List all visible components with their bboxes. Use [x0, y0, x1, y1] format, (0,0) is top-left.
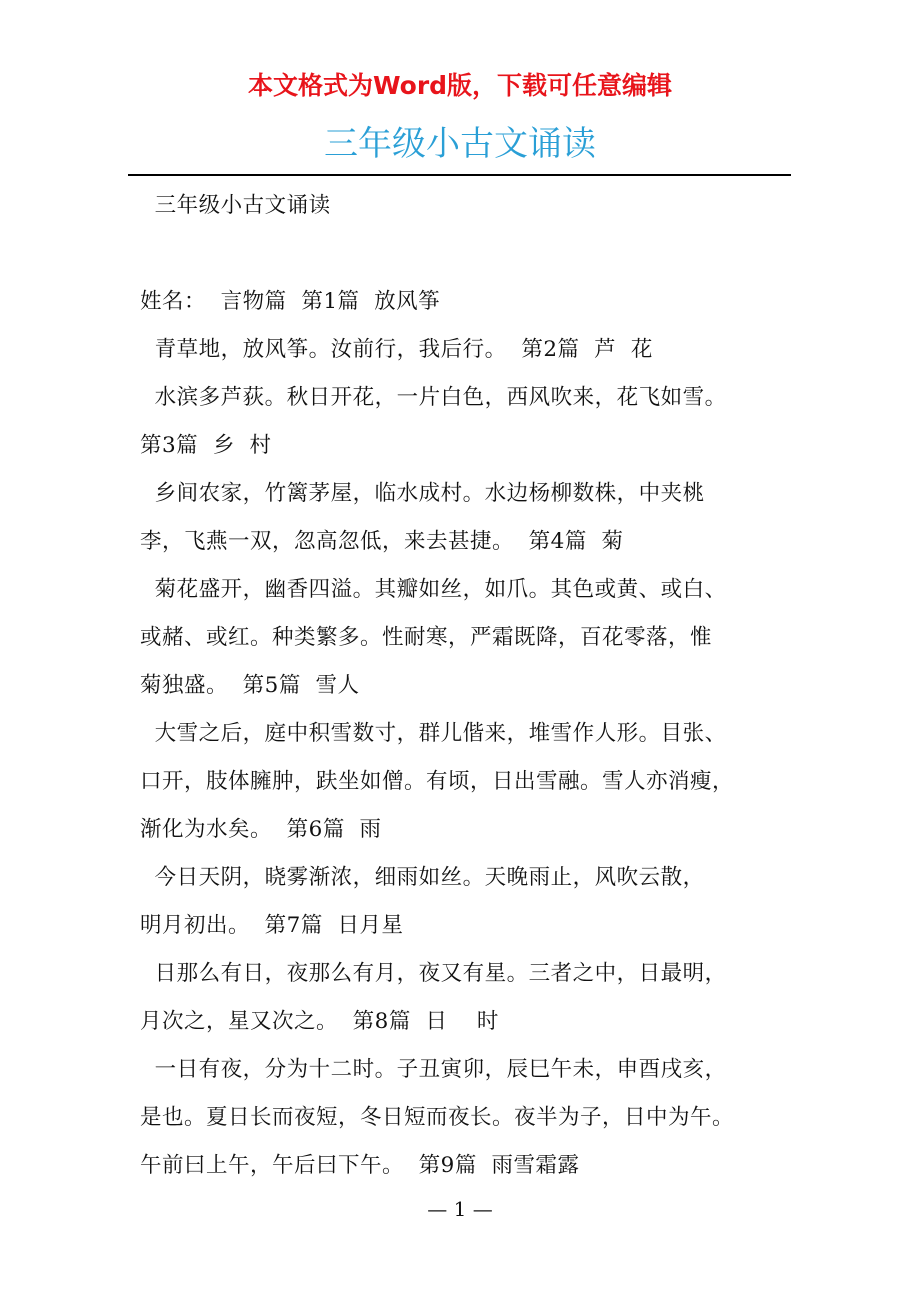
title-divider — [128, 174, 791, 176]
text-line: 或赭、或红。种类繁多。性耐寒，严霜既降，百花零落，惟 — [140, 625, 713, 650]
download-banner: 本文格式为Word版，下载可任意编辑 — [247, 71, 673, 100]
text-line: 李，飞燕一双，忽高忽低，来去甚捷。 第4篇 菊 — [140, 529, 624, 554]
text-line: 一日有夜，分为十二时。子丑寅卯，辰巳午未，申酉戌亥， — [140, 1057, 727, 1082]
page-number: — 1 — — [427, 1197, 493, 1221]
text-line: 月次之，星又次之。 第8篇 日 时 — [140, 1009, 499, 1034]
text-line: 第3篇 乡 村 — [140, 433, 272, 458]
text-line: 午前曰上午，午后曰下午。 第9篇 雨雪霜露 — [140, 1153, 580, 1178]
text-line: 渐化为水矣。 第6篇 雨 — [140, 817, 382, 842]
text-line: 是也。夏日长而夜短，冬日短而夜长。夜半为子，日中为午。 — [140, 1105, 735, 1130]
document-body — [140, 182, 790, 1190]
text-line — [140, 230, 790, 278]
text-line: 菊花盛开，幽香四溢。其瓣如丝，如爪。其色或黄、或白、 — [140, 577, 727, 602]
text-line: 明月初出。 第7篇 日月星 — [140, 913, 404, 938]
text-line: 今日天阴，晓雾渐浓，细雨如丝。天晚雨止，风吹云散， — [140, 865, 705, 890]
text-line: 乡间农家，竹篱茅屋，临水成村。水边杨柳数株，中夹桃 — [140, 481, 705, 506]
text-line: 菊独盛。 第5篇 雪人 — [140, 673, 360, 698]
text-line: 姓名： 言物篇 第1篇 放风筝 — [140, 289, 441, 314]
text-line: 日那么有日，夜那么有月，夜又有星。三者之中，日最明， — [140, 961, 727, 986]
text-line: 水滨多芦荻。秋日开花，一片白色，西风吹来，花飞如雪。 — [140, 385, 727, 410]
document-title: 三年级小古文诵读 — [324, 124, 596, 164]
text-line: 大雪之后，庭中积雪数寸，群儿偕来，堆雪作人形。目张、 — [140, 721, 727, 746]
text-line: 三年级小古文诵读 — [140, 193, 331, 218]
text-line: 口开，肢体臃肿，趺坐如僧。有顷，日出雪融。雪人亦消瘦， — [140, 769, 735, 794]
text-line: 青草地，放风筝。汝前行，我后行。 第2篇 芦 花 — [140, 337, 653, 362]
